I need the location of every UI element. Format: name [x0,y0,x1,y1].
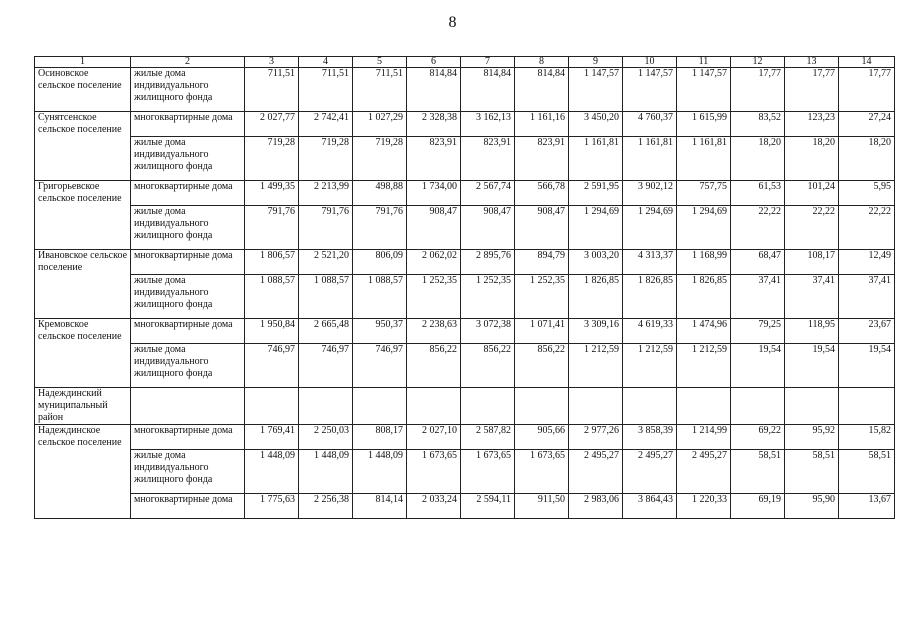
housing-type-cell: многоквартирные дома [131,319,245,344]
value-cell-col-13: 101,24 [785,181,839,206]
value-cell-col-5: 1 448,09 [353,450,407,494]
value-cell-col-4: 791,76 [299,206,353,250]
value-cell-col-10: 3 858,39 [623,425,677,450]
housing-type-cell: жилые дома индивидуального жилищного фонда [131,206,245,250]
value-cell-col-11: 1 474,96 [677,319,731,344]
value-cell-col-10: 1 294,69 [623,206,677,250]
value-cell-col-4: 719,28 [299,137,353,181]
value-cell-col-12: 69,19 [731,494,785,519]
value-cell-col-9: 1 294,69 [569,206,623,250]
column-header-8: 8 [515,57,569,68]
value-cell-col-7: 814,84 [461,68,515,112]
value-cell-col-12: 18,20 [731,137,785,181]
value-cell-col-13: 17,77 [785,68,839,112]
column-header-14: 14 [839,57,895,68]
housing-type-cell: жилые дома индивидуального жилищного фонда [131,450,245,494]
value-cell-col-6: 2 062,02 [407,250,461,275]
district-cell: Кремовское сельское поселение [35,319,131,388]
value-cell-col-11: 1 220,33 [677,494,731,519]
value-cell-col-6: 814,84 [407,68,461,112]
value-cell-col-7: 2 895,76 [461,250,515,275]
column-header-10: 10 [623,57,677,68]
value-cell-col-11 [677,388,731,425]
value-cell-col-5: 719,28 [353,137,407,181]
value-cell-col-12: 19,54 [731,344,785,388]
value-cell-col-5: 791,76 [353,206,407,250]
value-cell-col-8: 911,50 [515,494,569,519]
value-cell-col-14 [839,388,895,425]
table-row [35,450,895,494]
value-cell-col-14: 22,22 [839,206,895,250]
table-row [35,112,895,137]
value-cell-col-9: 2 591,95 [569,181,623,206]
value-cell-col-8: 1 252,35 [515,275,569,319]
value-cell-col-9: 1 826,85 [569,275,623,319]
value-cell-col-6: 823,91 [407,137,461,181]
value-cell-col-3: 1 806,57 [245,250,299,275]
column-header-3: 3 [245,57,299,68]
column-header-7: 7 [461,57,515,68]
value-cell-col-6: 1 734,00 [407,181,461,206]
table-row [35,275,895,319]
value-cell-col-3: 1 448,09 [245,450,299,494]
value-cell-col-7: 2 567,74 [461,181,515,206]
table-row [35,68,895,112]
housing-type-cell: жилые дома индивидуального жилищного фонда [131,68,245,112]
value-cell-col-14: 5,95 [839,181,895,206]
value-cell-col-5: 746,97 [353,344,407,388]
value-cell-col-7: 2 587,82 [461,425,515,450]
value-cell-col-9: 2 977,26 [569,425,623,450]
value-cell-col-3 [245,388,299,425]
value-cell-col-13: 123,23 [785,112,839,137]
value-cell-col-6: 856,22 [407,344,461,388]
value-cell-col-11: 757,75 [677,181,731,206]
value-cell-col-12: 22,22 [731,206,785,250]
table-row [35,344,895,388]
value-cell-col-13: 95,90 [785,494,839,519]
district-cell: Сунятсенское сельское поселение [35,112,131,181]
value-cell-col-7: 2 594,11 [461,494,515,519]
table-row [35,319,895,344]
value-cell-col-4: 2 742,41 [299,112,353,137]
value-cell-col-9: 1 212,59 [569,344,623,388]
header-row [35,57,895,68]
value-cell-col-3: 2 027,77 [245,112,299,137]
value-cell-col-7: 823,91 [461,137,515,181]
value-cell-col-3: 711,51 [245,68,299,112]
table-row [35,388,895,425]
value-cell-col-9: 3 309,16 [569,319,623,344]
value-cell-col-10: 4 313,37 [623,250,677,275]
value-cell-col-6: 2 027,10 [407,425,461,450]
value-cell-col-12: 61,53 [731,181,785,206]
housing-type-cell: жилые дома индивидуального жилищного фонда [131,275,245,319]
value-cell-col-10: 3 902,12 [623,181,677,206]
value-cell-col-8 [515,388,569,425]
value-cell-col-13: 18,20 [785,137,839,181]
value-cell-col-5: 950,37 [353,319,407,344]
column-header-5: 5 [353,57,407,68]
value-cell-col-14: 15,82 [839,425,895,450]
value-cell-col-13: 95,92 [785,425,839,450]
district-cell: Надеждинское сельское поселение [35,425,131,519]
value-cell-col-6: 908,47 [407,206,461,250]
value-cell-col-12: 68,47 [731,250,785,275]
value-cell-col-5: 498,88 [353,181,407,206]
value-cell-col-14: 37,41 [839,275,895,319]
value-cell-col-5: 814,14 [353,494,407,519]
value-cell-col-4: 2 256,38 [299,494,353,519]
housing-type-cell: жилые дома индивидуального жилищного фонда [131,137,245,181]
value-cell-col-14: 12,49 [839,250,895,275]
value-cell-col-8: 566,78 [515,181,569,206]
value-cell-col-13: 19,54 [785,344,839,388]
value-cell-col-3: 791,76 [245,206,299,250]
value-cell-col-3: 1 775,63 [245,494,299,519]
district-cell: Осиновское сельское поселение [35,68,131,112]
value-cell-col-4: 2 250,03 [299,425,353,450]
value-cell-col-9: 2 495,27 [569,450,623,494]
value-cell-col-10: 1 161,81 [623,137,677,181]
value-cell-col-7 [461,388,515,425]
value-cell-col-4 [299,388,353,425]
value-cell-col-14: 19,54 [839,344,895,388]
value-cell-col-7: 1 252,35 [461,275,515,319]
value-cell-col-11: 1 615,99 [677,112,731,137]
value-cell-col-10: 4 760,37 [623,112,677,137]
value-cell-col-9: 2 983,06 [569,494,623,519]
table-row [35,137,895,181]
value-cell-col-12: 83,52 [731,112,785,137]
value-cell-col-8: 1 161,16 [515,112,569,137]
page-number: 8 [448,14,457,31]
value-cell-col-13 [785,388,839,425]
value-cell-col-13: 58,51 [785,450,839,494]
value-cell-col-4: 2 521,20 [299,250,353,275]
value-cell-col-14: 17,77 [839,68,895,112]
column-header-11: 11 [677,57,731,68]
value-cell-col-12: 69,22 [731,425,785,450]
value-cell-col-9: 3 003,20 [569,250,623,275]
value-cell-col-11: 1 168,99 [677,250,731,275]
value-cell-col-14: 58,51 [839,450,895,494]
value-cell-col-9: 1 147,57 [569,68,623,112]
value-cell-col-8: 894,79 [515,250,569,275]
value-cell-col-4: 2 665,48 [299,319,353,344]
housing-type-cell: многоквартирные дома [131,494,245,519]
column-header-13: 13 [785,57,839,68]
value-cell-col-5: 711,51 [353,68,407,112]
district-cell: Надеждинский муниципальный район [35,388,131,425]
value-cell-col-9 [569,388,623,425]
table-row [35,494,895,519]
value-cell-col-7: 856,22 [461,344,515,388]
value-cell-col-3: 1 769,41 [245,425,299,450]
value-cell-col-11: 1 212,59 [677,344,731,388]
value-cell-col-10: 2 495,27 [623,450,677,494]
column-header-2: 2 [131,57,245,68]
value-cell-col-10: 1 826,85 [623,275,677,319]
housing-type-cell: жилые дома индивидуального жилищного фонда [131,344,245,388]
value-cell-col-5: 1 088,57 [353,275,407,319]
value-cell-col-13: 108,17 [785,250,839,275]
column-header-1: 1 [35,57,131,68]
value-cell-col-5 [353,388,407,425]
value-cell-col-5: 806,09 [353,250,407,275]
table-row [35,250,895,275]
table-body [35,68,895,519]
value-cell-col-6: 1 673,65 [407,450,461,494]
value-cell-col-6: 2 033,24 [407,494,461,519]
housing-type-cell: многоквартирные дома [131,112,245,137]
value-cell-col-10: 4 619,33 [623,319,677,344]
column-header-9: 9 [569,57,623,68]
value-cell-col-8: 823,91 [515,137,569,181]
value-cell-col-14: 23,67 [839,319,895,344]
value-cell-col-8: 856,22 [515,344,569,388]
value-cell-col-11: 1 294,69 [677,206,731,250]
value-cell-col-4: 746,97 [299,344,353,388]
value-cell-col-10 [623,388,677,425]
value-cell-col-9: 1 161,81 [569,137,623,181]
column-header-4: 4 [299,57,353,68]
value-cell-col-3: 1 499,35 [245,181,299,206]
value-cell-col-12: 17,77 [731,68,785,112]
value-cell-col-10: 1 212,59 [623,344,677,388]
value-cell-col-8: 1 071,41 [515,319,569,344]
table-row [35,425,895,450]
value-cell-col-11: 1 826,85 [677,275,731,319]
value-cell-col-4: 1 088,57 [299,275,353,319]
value-cell-col-3: 1 088,57 [245,275,299,319]
value-cell-col-11: 1 161,81 [677,137,731,181]
value-cell-col-4: 2 213,99 [299,181,353,206]
district-cell: Ивановское сельское поселение [35,250,131,319]
value-cell-col-7: 908,47 [461,206,515,250]
value-cell-col-8: 814,84 [515,68,569,112]
value-cell-col-6: 1 252,35 [407,275,461,319]
value-cell-col-11: 1 214,99 [677,425,731,450]
column-header-12: 12 [731,57,785,68]
value-cell-col-10: 3 864,43 [623,494,677,519]
value-cell-col-4: 1 448,09 [299,450,353,494]
value-cell-col-12 [731,388,785,425]
table-row [35,181,895,206]
housing-type-cell: многоквартирные дома [131,425,245,450]
value-cell-col-12: 37,41 [731,275,785,319]
value-cell-col-5: 808,17 [353,425,407,450]
value-cell-col-3: 1 950,84 [245,319,299,344]
value-cell-col-10: 1 147,57 [623,68,677,112]
value-cell-col-11: 1 147,57 [677,68,731,112]
value-cell-col-4: 711,51 [299,68,353,112]
value-cell-col-3: 719,28 [245,137,299,181]
value-cell-col-11: 2 495,27 [677,450,731,494]
value-cell-col-12: 58,51 [731,450,785,494]
value-cell-col-13: 22,22 [785,206,839,250]
table-row [35,206,895,250]
value-cell-col-6: 2 328,38 [407,112,461,137]
value-cell-col-6: 2 238,63 [407,319,461,344]
value-cell-col-6 [407,388,461,425]
value-cell-col-13: 118,95 [785,319,839,344]
value-cell-col-7: 3 162,13 [461,112,515,137]
value-cell-col-12: 79,25 [731,319,785,344]
value-cell-col-9: 3 450,20 [569,112,623,137]
value-cell-col-3: 746,97 [245,344,299,388]
value-cell-col-14: 13,67 [839,494,895,519]
district-cell: Григорьевское сельское поселение [35,181,131,250]
housing-type-cell [131,388,245,425]
value-cell-col-13: 37,41 [785,275,839,319]
value-cell-col-7: 3 072,38 [461,319,515,344]
value-cell-col-14: 18,20 [839,137,895,181]
value-cell-col-8: 905,66 [515,425,569,450]
value-cell-col-8: 908,47 [515,206,569,250]
value-cell-col-5: 1 027,29 [353,112,407,137]
housing-type-cell: многоквартирные дома [131,181,245,206]
value-cell-col-8: 1 673,65 [515,450,569,494]
value-cell-col-14: 27,24 [839,112,895,137]
housing-type-cell: многоквартирные дома [131,250,245,275]
value-cell-col-7: 1 673,65 [461,450,515,494]
column-header-6: 6 [407,57,461,68]
tariff-table [34,56,895,519]
